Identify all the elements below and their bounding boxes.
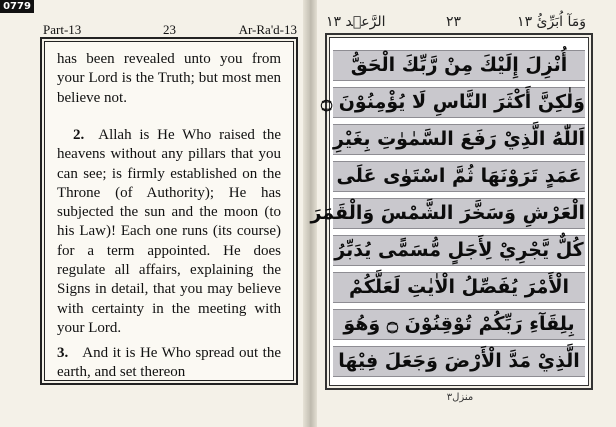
page-number: 23 (163, 22, 176, 37)
arabic-line: الْعَرْشِ وَسَخَّرَ الشَّمْسَ وَالْقَمَرَ (333, 198, 585, 229)
arabic-line: وَلٰكِنَّ أَكْثَرَ النَّاسِ لَا يُؤْمِنُوْنَ ۝ (333, 87, 585, 118)
verse-number-3: 3. (57, 345, 69, 361)
left-page-header (43, 22, 297, 38)
verse-paragraph-2 (57, 126, 281, 338)
arabic-line: كُلٌّ يَّجْرِيْ لِأَجَلٍ مُّسَمًّى يُدَبِّرُ (333, 235, 585, 266)
manzil-footer: منزل٣ (446, 392, 474, 403)
arabic-surah-label: الرَّعۡد ١٣ (326, 14, 386, 30)
arabic-line: الْأَمْرَ يُفَصِّلُ الْاٰيٰتِ لَعَلَّكُمْ (333, 272, 585, 303)
arabic-line: عَمَدٍ تَرَوْنَهَا ثُمَّ اسْتَوٰى عَلَى (333, 161, 585, 192)
arabic-line: الَّذِيْ مَدَّ الْأَرْضَ وَجَعَلَ فِيْهَا (333, 346, 585, 377)
verse-paragraph-3 (57, 344, 281, 383)
arabic-line: أُنْزِلَ إِلَيْكَ مِنْ رَّبِّكَ الْحَقُّ (333, 50, 585, 81)
verse-text-1: has been revealed unto you from your Lord is the Truth; but most men believe not. (57, 51, 281, 106)
arabic-page-number: ٢٣ (446, 14, 462, 30)
arabic-line: اَللّٰهُ الَّذِيْ رَفَعَ السَّمٰوٰتِ بِغَيْرِ (333, 124, 585, 155)
juz-label: وَمَآ اُبَرِّئُ ١٣ (517, 14, 586, 30)
image-id-stamp: 0779 (0, 0, 34, 13)
part-label: Part-13 (43, 22, 82, 37)
arabic-line: بِلِقَآءِ رَبِّكُمْ تُوْقِنُوْنَ ۝ وَهُوَ (333, 309, 585, 340)
verse-text-3: And it is He Who spread out the earth, and set thereon (57, 345, 281, 381)
verse-text-2: Allah is He Who raised the heavens without any pillars that you can see; is firmly established on the Throne (of Authority); He has subjected the sun and the moon (to his Law)! Each one runs (its course) for a term appointed. He does regulate all affairs, explaining the Signs in detail, that you may believe with certainty in the meeting with your Lord. (57, 127, 281, 336)
verse-paragraph-1 (57, 50, 281, 108)
surah-label: Ar-Ra'd-13 (238, 22, 297, 37)
verse-number-2: 2. (73, 127, 85, 143)
